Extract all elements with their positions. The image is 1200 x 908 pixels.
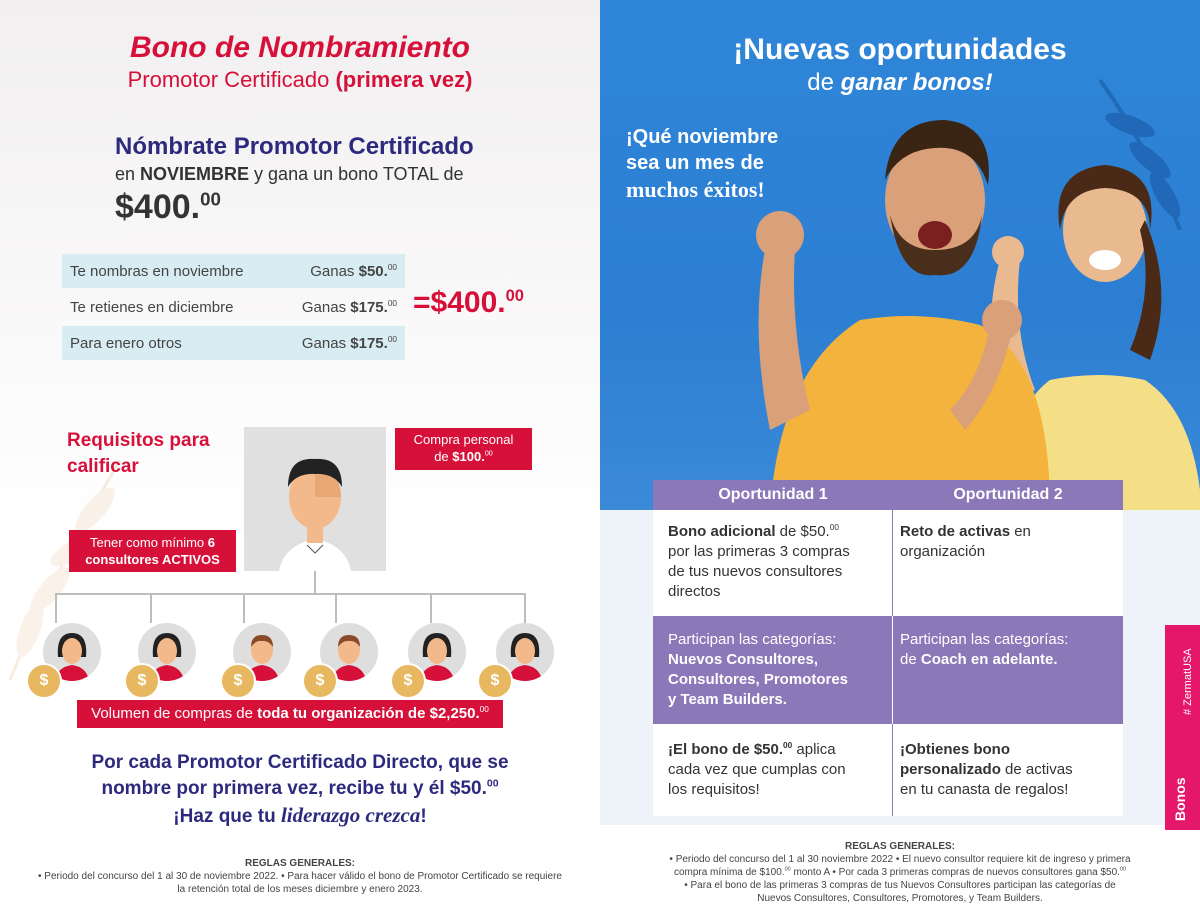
table-header: Oportunidad 1	[653, 480, 893, 510]
row-label: Te retienes en diciembre	[70, 299, 234, 316]
table-cell: Participan las categorías: Nuevos Consultores, Consultores, Promotores y Team Builders.	[668, 631, 849, 708]
tree-line	[150, 593, 152, 623]
money-bag-icon: $	[124, 663, 160, 699]
table-header: Oportunidad 2	[893, 480, 1123, 510]
right-title: ¡Nuevas oportunidades	[733, 33, 1067, 66]
categories-row	[653, 616, 1123, 724]
intro-block	[115, 132, 535, 228]
money-bag-icon: $	[26, 663, 62, 699]
table-cell: ¡El bono de $50.00 aplica cada vez que cumplas con los requisitos!	[668, 741, 846, 798]
requirements-title: Requisitos para calificar	[67, 430, 210, 477]
hashtag-label: # ZermatUSA	[1182, 648, 1194, 715]
right-title-block	[600, 32, 1200, 98]
money-bag-icon: $	[477, 663, 513, 699]
page-title: Bono de Nombramiento	[129, 31, 470, 64]
promoter-bonus-text: Por cada Promotor Certificado Directo, que se nombre por primera vez, recibe tu y él $50.00 ¡Haz que tu liderazgo crezca!	[91, 752, 509, 827]
min-consultants-tag: Tener como mínimo 6 consultores ACTIVOS	[69, 530, 236, 572]
rules-right: REGLAS GENERALES: • Periodo del concurso del 1 al 30 noviembre 2022 • El nuevo consultor requiere kit de ingreso y primera compra mínima de $100.00 monto A • Por cada 3 primeras compras de nuevos consultores gana $50.00 • Para el bono de las primeras 3 compras de tus Nuevos Consultores participan las categorías de Nuevos Consultores, Consultores, Promotores, y Team Builders.	[669, 841, 1131, 904]
rules-left: REGLAS GENERALES: • Periodo del concurso del 1 al 30 de noviembre 2022. • Para hacer válido el bono de Promotor Certificado se requiere la retención total de los meses diciembre y enero 2023.	[38, 858, 562, 895]
right-subtitle: de ganar bonos!	[807, 69, 993, 96]
money-bag-icon: $	[390, 663, 426, 699]
table-cell: Bono adicional de $50.00 por las primeras 3 compras de tus nuevos consultores directos	[668, 523, 850, 600]
tree-line	[524, 593, 526, 623]
celebrating-people-photo	[750, 110, 1200, 510]
tree-line	[243, 593, 245, 623]
page-subtitle: Promotor Certificado (primera vez)	[127, 67, 473, 92]
left-title-block	[0, 30, 600, 94]
sum-amount: =$400.00	[413, 286, 524, 319]
tagline: ¡Qué noviembre sea un mes de muchos éxitos!	[626, 126, 779, 202]
volume-banner: Volumen de compras de toda tu organización de $2,250.00	[77, 700, 503, 728]
money-bag-icon: $	[302, 663, 338, 699]
earning-row: Para enero otros Ganas $175.00	[62, 326, 405, 360]
tree-line	[55, 593, 525, 595]
opportunity-table	[653, 480, 1123, 816]
section-tab	[1165, 625, 1200, 830]
earning-row: Te retienes en diciembre Ganas $175.00	[70, 299, 397, 316]
tree-line	[314, 571, 316, 594]
table-cell: Reto de activas en organización	[900, 523, 1031, 560]
section-tab-text	[1170, 648, 1194, 825]
money-bag-icon: $	[220, 663, 256, 699]
tree-line	[335, 593, 337, 623]
tree-line	[55, 593, 57, 623]
tree-line	[430, 593, 432, 623]
column-divider	[892, 616, 893, 724]
row-label: Te nombras en noviembre	[70, 263, 244, 280]
total-amount: $400.00	[115, 188, 221, 226]
personal-purchase-tag: Compra personal de $100.00	[395, 428, 532, 470]
right-page	[600, 0, 1200, 908]
headline: Nómbrate Promotor Certificado	[115, 133, 474, 160]
row-label: Para enero otros	[70, 335, 182, 352]
intro-text: en NOVIEMBRE y gana un bono TOTAL de	[115, 164, 464, 184]
section-label: Bonos	[1172, 777, 1188, 821]
earning-row: Te nombras en noviembre Ganas $50.00	[62, 254, 405, 288]
promoter-avatar	[244, 427, 386, 571]
table-cell: Participan las categorías: de Coach en adelante.	[900, 631, 1069, 668]
table-cell: ¡Obtienes bono personalizado de activas en tu canasta de regalos!	[900, 741, 1073, 798]
